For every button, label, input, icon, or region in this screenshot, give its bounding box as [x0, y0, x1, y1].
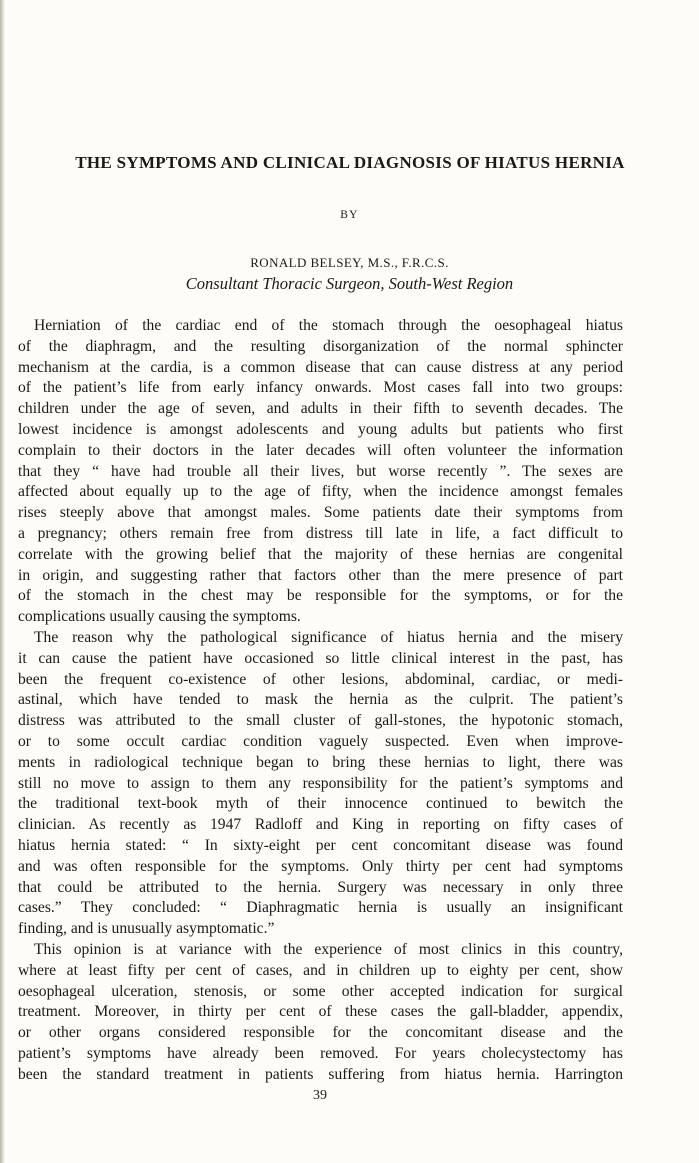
text-line: of the patient’s life from early infancy onwards. Most cases fall into two groups: [18, 379, 623, 397]
text-line: complain to their doctors in the later decades will often volunteer the information [18, 441, 623, 459]
text-line: correlate with the growing belief that the majority of these hernias are congenital [18, 545, 623, 563]
page-edge-shadow [0, 0, 5, 1163]
text-line: a pregnancy; others remain free from distress till late in life, a fact difficult to [18, 524, 623, 542]
text-line: rises steeply above that amongst males. Some patients date their symptoms from [18, 504, 623, 522]
text-line: the traditional text-book myth of their innocence continued to bewitch the [18, 795, 623, 813]
text-line: distress was attributed to the small cluster of gall-stones, the hypotonic stomach, [18, 712, 623, 730]
text-line: cases.” They concluded: “ Diaphragmatic hernia is usually an insignificant [18, 899, 623, 917]
page-number: 39 [313, 1088, 327, 1103]
text-line: ments in radiological technique began to bring these hernias to light, there was [18, 753, 623, 771]
text-line: in origin, and suggesting rather that factors other than the mere presence of part [18, 566, 623, 584]
author-name: RONALD BELSEY, M.S., F.R.C.S. [250, 255, 449, 270]
text-line: This opinion is at variance with the experience of most clinics in this country, [34, 940, 623, 958]
text-line: or to some occult cardiac condition vaguely suspected. Even when improve- [18, 732, 623, 750]
author-affiliation: Consultant Thoracic Surgeon, South-West Region [185, 274, 514, 293]
text-line: where at least fifty per cent of cases, and in children up to eighty per cent, show [18, 961, 623, 979]
text-line: of the diaphragm, and the resulting disorganization of the normal sphincter [18, 337, 623, 355]
text-line: or other organs considered responsible for the concomitant disease and the [18, 1024, 623, 1042]
text-line: treatment. Moreover, in thirty per cent of these cases the gall-bladder, appendix, [18, 1003, 623, 1021]
article-title: THE SYMPTOMS AND CLINICAL DIAGNOSIS OF HIATUS HERNIA [75, 153, 625, 172]
body-text [18, 316, 623, 1085]
text-line: been the frequent co-existence of other lesions, abdominal, cardiac, or medi- [18, 670, 623, 688]
text-line: affected about equally up to the age of fifty, when the incidence amongst females [18, 483, 623, 501]
text-line: hiatus hernia stated: “ In sixty-eight per cent concomitant disease was found [18, 836, 623, 854]
text-line: still no move to assign to them any responsibility for the patient’s symptoms and [18, 774, 623, 792]
text-line: it can cause the patient have occasioned so little clinical interest in the past, has [18, 649, 623, 667]
text-line: Herniation of the cardiac end of the stomach through the oesophageal hiatus [34, 317, 623, 334]
text-line: that they “ have had trouble all their lives, but worse recently ”. The sexes are [18, 462, 623, 480]
text-line: children under the age of seven, and adults in their fifth to seventh decades. The [18, 400, 623, 418]
text-line: that could be attributed to the hernia. Surgery was necessary in only three [18, 878, 623, 896]
text-line: oesophageal ulceration, stenosis, or some other accepted indication for surgical [18, 982, 623, 1000]
text-line: lowest incidence is amongst adolescents and young adults but patients who first [18, 420, 623, 438]
text-line: mechanism at the cardia, is a common disease that can cause distress at any period [18, 358, 623, 376]
text-line: The reason why the pathological significance of hiatus hernia and the misery [34, 628, 623, 646]
text-line: astinal, which have tended to mask the hernia as the culprit. The patient’s [18, 691, 623, 709]
byline-by: BY [340, 209, 359, 221]
text-line: complications usually causing the symptoms. [18, 608, 301, 626]
text-line: and was often responsible for the symptoms. Only thirty per cent had symptoms [18, 857, 623, 875]
text-line: been the standard treatment in patients suffering from hiatus hernia. Harrington [18, 1065, 623, 1083]
text-line: of the stomach in the chest may be responsible for the symptoms, or for the [18, 587, 623, 605]
text-line: clinician. As recently as 1947 Radloff and King in reporting on fifty cases of [18, 816, 623, 834]
text-line: patient’s symptoms have already been removed. For years cholecystectomy has [18, 1044, 623, 1062]
text-line: finding, and is unusually asymptomatic.” [18, 920, 275, 938]
